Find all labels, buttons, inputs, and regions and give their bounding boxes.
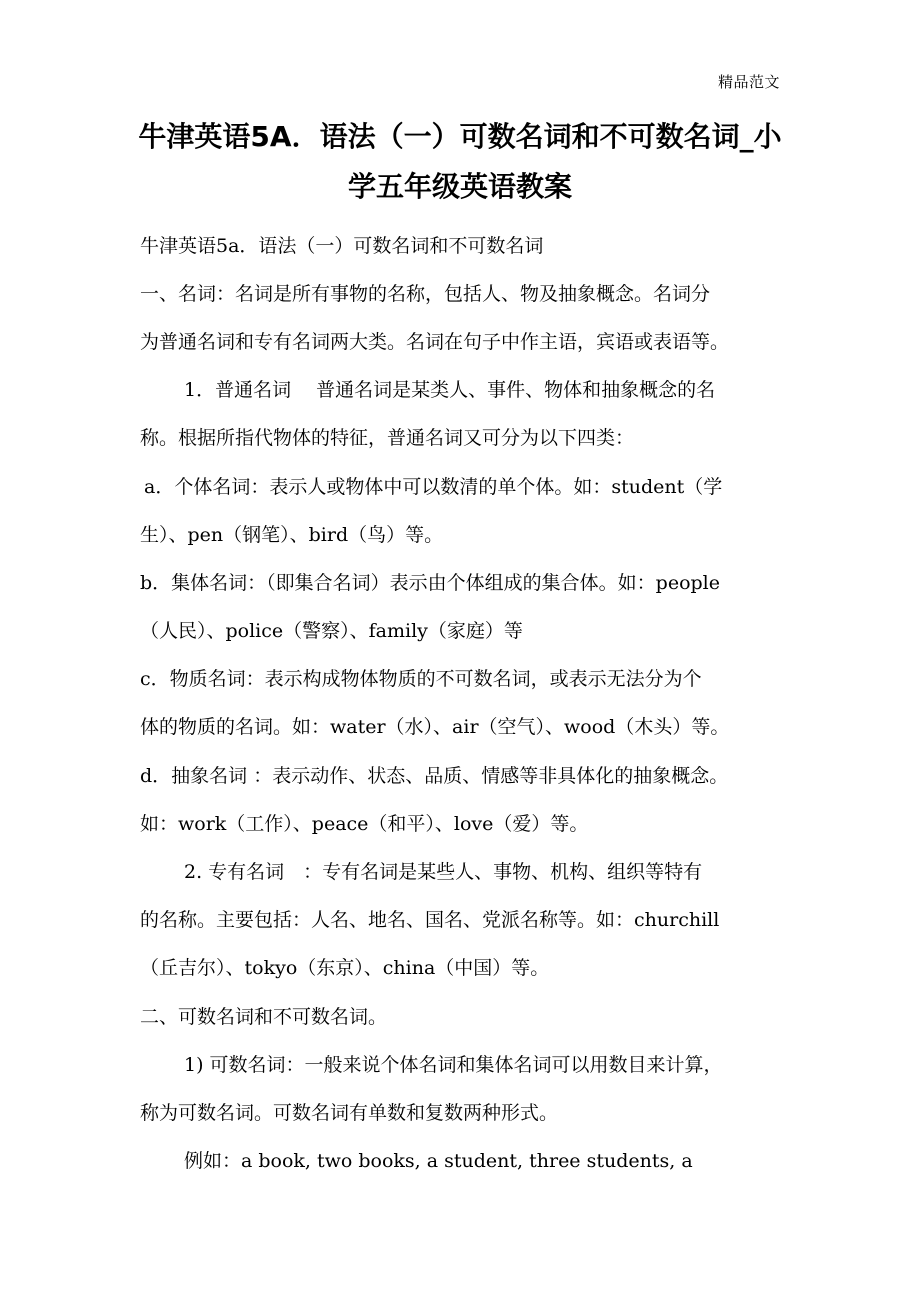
body-line: 生）、pen（钢笔）、bird（鸟）等。	[140, 524, 444, 546]
body-line: 称为可数名词。可数名词有单数和复数两种形式。	[140, 1102, 559, 1124]
title-line: 学五年级英语教案	[347, 170, 572, 203]
header-tag: 精品范文	[717, 73, 780, 91]
body-line: 2. 专有名词 ：专有名词是某些人、事物、机构、组织等特有	[184, 861, 703, 883]
body-line: b．集体名词：（即集合名词）表示由个体组成的集合体。如：people	[140, 572, 720, 594]
body-line: 称。根据所指代物体的特征，普通名词又可分为以下四类：	[140, 427, 635, 449]
body-line: （人民）、police（警察）、family（家庭）等	[140, 620, 523, 642]
body-line: 1) 可数名词：一般来说个体名词和集体名词可以用数目来计算，	[184, 1054, 723, 1076]
body-line: 例如：a book, two books, a student, three students, a	[184, 1150, 693, 1172]
body-line: c．物质名词：表示构成物体物质的不可数名词，或表示无法分为个	[140, 668, 702, 690]
body-line: 牛津英语5a．语法（一）可数名词和不可数名词	[140, 235, 544, 257]
body-line: 1．普通名词 普通名词是某类人、事件、物体和抽象概念的名	[184, 379, 716, 401]
body-line: a．个体名词：表示人或物体中可以数清的单个体。如：student（学	[144, 476, 723, 498]
body-line: d．抽象名词 ：表示动作、状态、品质、情感等非具体化的抽象概念。	[140, 765, 729, 787]
body-line: 如：work（工作）、peace（和平）、love（爱）等。	[140, 813, 589, 835]
body-line: 一、名词：名词是所有事物的名称，包括人、物及抽象概念。名词分	[140, 283, 711, 305]
body-line: 为普通名词和专有名词两大类。名词在句子中作主语，宾语或表语等。	[140, 331, 730, 353]
body-line: 体的物质的名词。如：water（水）、air（空气）、wood（木头）等。	[140, 716, 730, 738]
title-line: 牛津英语5A．语法（一）可数名词和不可数名词_小	[138, 120, 782, 153]
body-line: 的名称。主要包括：人名、地名、国名、党派名称等。如：churchill	[140, 909, 720, 931]
document-title	[130, 112, 790, 212]
body-line: 二、可数名词和不可数名词。	[140, 1006, 388, 1028]
body-line: （丘吉尔）、tokyo（东京）、china（中国）等。	[140, 957, 550, 979]
